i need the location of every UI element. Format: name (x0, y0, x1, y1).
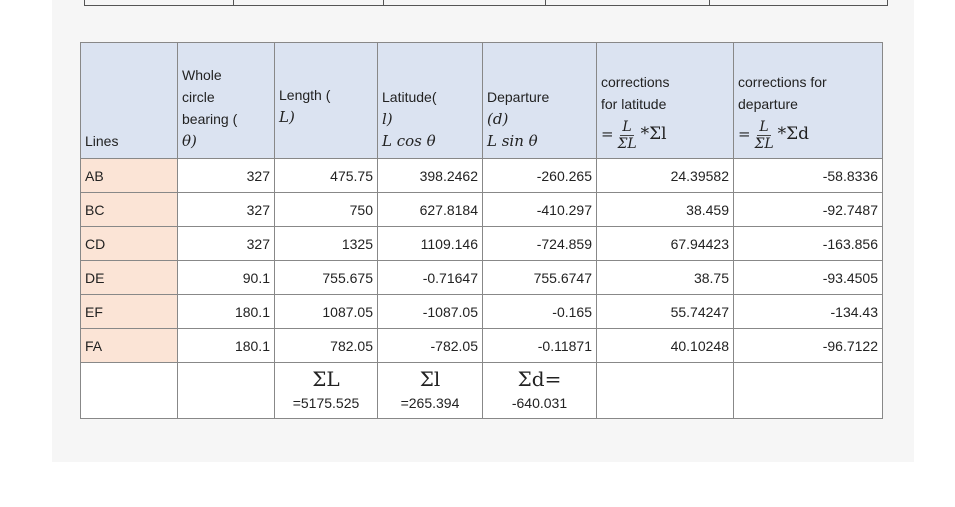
previous-table-edge (84, 0, 888, 6)
totals-empty (178, 363, 275, 419)
cell-length: 782.05 (275, 329, 378, 363)
table-row (81, 329, 883, 363)
total-departure: Σd= -640.031 (483, 363, 597, 419)
cell-line: DE (81, 261, 178, 295)
cell-departure: -260.265 (483, 159, 597, 193)
cell-latitude: -0.71647 (378, 261, 483, 295)
cell-latitude: 398.2462 (378, 159, 483, 193)
cell-departure: -410.297 (483, 193, 597, 227)
correction-departure-formula: = $\frac{L}{\Sigma L}$ *Σd (738, 119, 809, 152)
table-row (81, 159, 883, 193)
cell-departure: -724.859 (483, 227, 597, 261)
totals-empty (597, 363, 734, 419)
cell-length: 750 (275, 193, 378, 227)
cell-departure: -0.11871 (483, 329, 597, 363)
cell-bearing: 327 (178, 227, 275, 261)
total-latitude: Σl =265.394 (378, 363, 483, 419)
table-row (81, 227, 883, 261)
cell-bearing: 327 (178, 193, 275, 227)
cell-latitude: -782.05 (378, 329, 483, 363)
totals-row (81, 363, 883, 419)
totals-empty (734, 363, 883, 419)
cell-correction-departure: -93.4505 (734, 261, 883, 295)
header-bearing: Whole circle bearing ( θ) (178, 43, 275, 159)
cell-line: EF (81, 295, 178, 329)
cell-bearing: 327 (178, 159, 275, 193)
cell-line: AB (81, 159, 178, 193)
cell-latitude: 1109.146 (378, 227, 483, 261)
cell-correction-departure: -96.7122 (734, 329, 883, 363)
cell-correction-latitude: 24.39582 (597, 159, 734, 193)
cell-correction-departure: -163.856 (734, 227, 883, 261)
table-row (81, 295, 883, 329)
cell-latitude: 627.8184 (378, 193, 483, 227)
cell-bearing: 90.1 (178, 261, 275, 295)
header-latitude: Latitude( l) L cos θ (378, 43, 483, 159)
cell-correction-departure: -58.8336 (734, 159, 883, 193)
cell-bearing: 180.1 (178, 295, 275, 329)
header-length: Length ( L) (275, 43, 378, 159)
cell-line: FA (81, 329, 178, 363)
correction-latitude-formula: = $\frac{L}{\Sigma L}$ *Σl (601, 119, 667, 152)
header-lines: Lines (81, 43, 178, 159)
header-corrections-latitude: corrections for latitude = $\frac{L}{\Sigma L}$ *Σl (597, 43, 734, 159)
header-departure: Departure (d) L sin θ (483, 43, 597, 159)
cell-correction-departure: -134.43 (734, 295, 883, 329)
cell-latitude: -1087.05 (378, 295, 483, 329)
header-row (81, 43, 883, 159)
cell-length: 1087.05 (275, 295, 378, 329)
totals-empty (81, 363, 178, 419)
cell-correction-departure: -92.7487 (734, 193, 883, 227)
cell-length: 1325 (275, 227, 378, 261)
cell-correction-latitude: 38.75 (597, 261, 734, 295)
cell-length: 475.75 (275, 159, 378, 193)
table-row (81, 261, 883, 295)
cell-correction-latitude: 67.94423 (597, 227, 734, 261)
cell-line: CD (81, 227, 178, 261)
cell-correction-latitude: 40.10248 (597, 329, 734, 363)
table-row (81, 193, 883, 227)
cell-length: 755.675 (275, 261, 378, 295)
cell-departure: -0.165 (483, 295, 597, 329)
header-corrections-departure: corrections for departure = $\frac{L}{\Sigma L}$ *Σd (734, 43, 883, 159)
cell-bearing: 180.1 (178, 329, 275, 363)
total-length: ΣL =5175.525 (275, 363, 378, 419)
cell-correction-latitude: 38.459 (597, 193, 734, 227)
cell-line: BC (81, 193, 178, 227)
cell-departure: 755.6747 (483, 261, 597, 295)
cell-correction-latitude: 55.74247 (597, 295, 734, 329)
traverse-table (80, 42, 883, 419)
